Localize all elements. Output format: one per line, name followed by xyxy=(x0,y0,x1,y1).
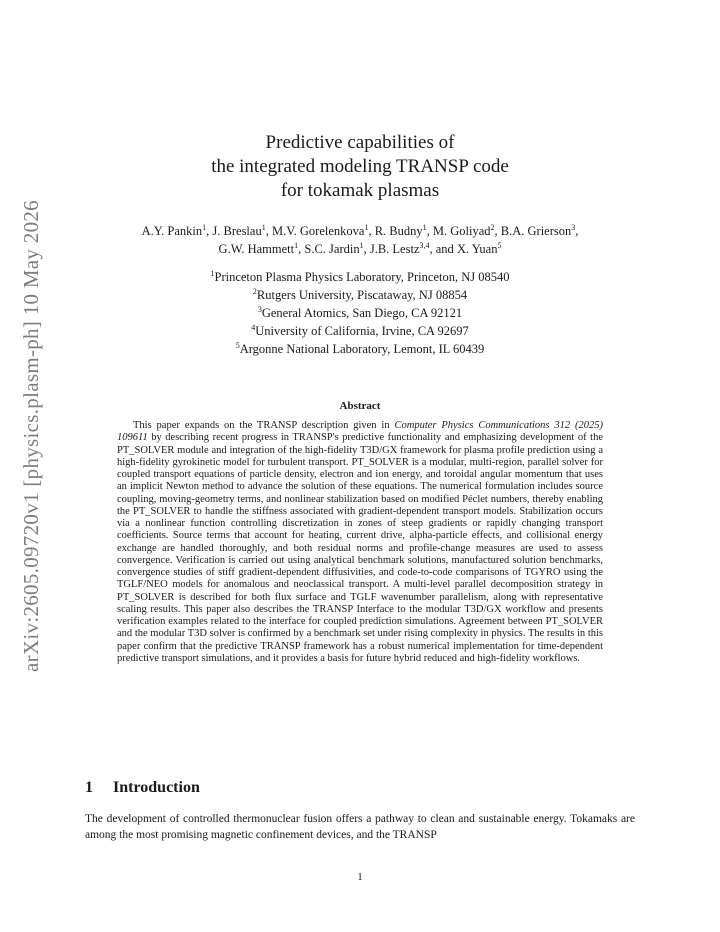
affiliation: $^3$General Atomics, San Diego, CA 92121 xyxy=(257,304,463,320)
abstract-heading: Abstract xyxy=(339,400,381,412)
author-conjunction: and xyxy=(435,242,454,256)
title-line-1: Predictive capabilities of xyxy=(265,132,455,153)
section-title: Introduction xyxy=(113,779,200,796)
affiliation: $^4$University of California, Irvine, CA 92697 xyxy=(251,322,469,338)
author: M. Goliyad$^2$ xyxy=(432,222,495,238)
author: X. Yuan$^5$ xyxy=(456,240,502,256)
author: M.V. Gorelenkova$^1$ xyxy=(271,222,369,238)
paper-title xyxy=(0,131,720,203)
author: J. Breslau$^1$ xyxy=(212,222,266,238)
author: A.Y. Pankin$^1$ xyxy=(141,222,207,238)
author-list: A.Y. Pankin$^1$, J. Breslau$^1$, M.V. Gorelenkova$^1$, R. Budny$^1$, M. Goliyad$^2$, B.A. Grierson$^3$, G.W. Hammett$^1$, S.C. Jardin$^1$, J.B. Lestz$^{3,4}$, and X. Yuan$^5$ xyxy=(141,222,579,256)
title-line-3: for tokamak plasmas xyxy=(280,180,440,201)
affiliation: $^5$Argonne National Laboratory, Lemont, IL 60439 xyxy=(235,340,485,356)
arxiv-stamp: arXiv:2605.09720v1 [physics.plasm-ph] 10 May 2026 xyxy=(19,200,43,672)
author: B.A. Grierson$^3$ xyxy=(500,222,576,238)
author: G.W. Hammett$^1$ xyxy=(218,240,299,256)
section-heading xyxy=(85,779,200,797)
section-number: 1 xyxy=(85,779,93,796)
author: J.B. Lestz$^{3,4}$ xyxy=(369,240,430,256)
abstract-citation[interactable]: Computer Physics Communications 312 (2025) 109611 xyxy=(117,420,603,444)
author: S.C. Jardin$^1$ xyxy=(304,240,364,256)
title-line-2: the integrated modeling TRANSP code xyxy=(211,156,509,177)
abstract-text: This paper expands on the TRANSP description given in Computer Physics Communications 312 (2025) 109611 by describing recent progress in TRANSP's predictive functionality and emphasizing development of the PT_SOLVER module and integration of the high-fidelity T3D/GX framework for plasma profile prediction using a high-fidelity gyrokinetic model for turbulent transport. PT_SOLVER is a modular, multi-region, parallel solver for coupled transport equations of particle density, electron and ion energy, and toroidal angular momentum that uses an implicit Newton method to advance the solution of these equations. The numerical formulation includes source coupling, moving-geometry terms, and nonlinear stabilization based on modified Péclet numbers, thereby enabling the PT_SOLVER to handle the stiffness associated with gradient-dependent transport models. Stabilization occurs via a nonlinear function controlling discretization in zones of steep gradients or rapidly changing transport coefficients. Source terms that account for heating, current drive, alpha-particle effects, and collisional energy exchange are handled thoroughly, and both residual norms and profile-change measures are used to assess convergence. Verification is carried out using analytical benchmark solutions, manufactured solution benchmarks, convergence studies of stiff gradient-dependent diffusivities, and code-to-code comparisons of TGYRO using the TGLF/NEO models for anomalous and neoclassical transport. A multi-level parallel decomposition strategy in PT_SOLVER is described for both flux surface and TGLF wavenumber parallelism, along with representative scaling results. This paper also describes the TRANSP Interface to the modular T3D/GX workflow and presents verification examples related to the interface for coupled prediction simulations. Agreement between PT_SOLVER and the modular T3D solver is confirmed by a benchmark set under rising complexity in physics. The results in this paper confirm that the predictive TRANSP framework has a robust numerical implementation for time-dependent predictive transport simulations, and it provides a basis for future hybrid reduced and high-fidelity workflows. xyxy=(117,420,603,664)
intro-paragraph: The development of controlled thermonuclear fusion offers a pathway to clean and sustainable energy. Tokamaks are among the most promising magnetic confinement devices, and the TRANSP xyxy=(85,813,635,841)
affiliation: $^2$Rutgers University, Piscataway, NJ 08854 xyxy=(252,286,468,302)
page-number: 1 xyxy=(357,871,363,883)
author: R. Budny$^1$ xyxy=(374,222,427,238)
affiliation: $^1$Princeton Plasma Physics Laboratory, Princeton, NJ 08540 xyxy=(210,268,510,284)
affiliation-list xyxy=(0,268,720,358)
